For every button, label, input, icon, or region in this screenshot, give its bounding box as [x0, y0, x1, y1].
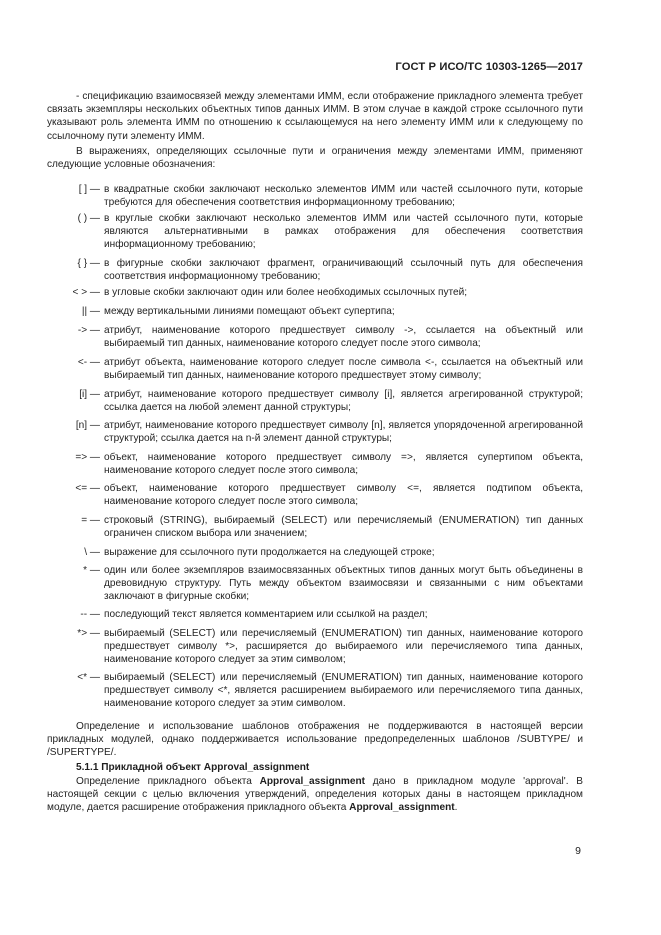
standard-header: ГОСТ Р ИСО/ТС 10303-1265—2017 [395, 61, 583, 73]
notation-definition: объект, наименование которого предшествует символу =>, является супертипом объекта, наименование которого следует после этого символа; [104, 452, 583, 477]
notation-definition: атрибут, наименование которого предшествует символу [i], является агрегированной структурой; ссылка дается на любой элемент данной структуры; [104, 389, 583, 414]
notation-definition: выбираемый (SELECT) или перечисляемый (ENUMERATION) тип данных, наименование которого предшествует символу <*, является расширением выбираемого или перечисляемого типа данных, наименование которого следует за этим символом. [104, 672, 583, 710]
notation-symbol: { } — [77, 258, 100, 269]
notation-definition: в квадратные скобки заключают несколько элементов ИММ или частей ссылочного пути, которые требуются для обеспечения соответствия информационному требованию; [104, 184, 583, 209]
notation-symbol: <* — [77, 672, 100, 683]
notation-definition: в угловые скобки заключают один или более необходимых ссылочных путей; [104, 287, 468, 298]
notation-symbol: || — [81, 306, 100, 317]
notation-symbol: = — [81, 515, 100, 526]
notation-symbol: ( ) — [77, 213, 100, 224]
section-heading: 5.1.1 Прикладной объект Approval_assignment [76, 762, 310, 773]
section-paragraph: Определение прикладного объекта Approval_assignment дано в прикладном модуле 'approval'. В настоящей секции с целью включения утверждений, определения которых даны в настоящем прикладном модуле, дается расширение отображения прикладного объекта Approval_assignment. [47, 776, 583, 814]
notation-definition: в фигурные скобки заключают фрагмент, ограничивающий ссылочный путь для обеспечения соответствия информационному требованию; [104, 258, 583, 283]
notation-symbol: < > — [72, 287, 100, 298]
intro-paragraph-2: В выражениях, определяющих ссылочные пути и ограничения между элементами ИММ, применяют следующие условные обозначения: [47, 146, 583, 171]
intro-paragraph-1: - спецификацию взаимосвязей между элементами ИММ, если отображение прикладного элемента требует связать экземпляры нескольких объектных типов данных ИММ. В этом случае в каждой строке ссылочного пути указывают роль элемента ИММ по отношению к ссылающемуся на него элементу ИММ или к следующему по ссылочному пути элементу ИММ. [47, 91, 583, 142]
notation-symbol: [n] — [75, 420, 100, 431]
notation-definition: один или более экземпляров взаимосвязанных объектных типов данных могут быть объединены в древовидную структуру. Путь между объектом взаимосвязи и связанными с ним объектами заключают в фигурные скобки; [104, 565, 583, 603]
notation-symbol: -- — [80, 609, 100, 620]
notation-symbol: [ ] — [78, 184, 100, 195]
notation-definition: атрибут, наименование которого предшествует символу [n], является упорядоченной агрегированной структурой; ссылка дается на n-й элемент данной структуры; [104, 420, 583, 445]
notation-definition: в круглые скобки заключают несколько элементов ИММ или частей ссылочного пути, которые являются альтернативными в рамках отображения для обеспечения соответствия информационному требованию; [104, 213, 583, 251]
page-number: 9 [575, 845, 581, 857]
templates-note: Определение и использование шаблонов отображения не поддерживаются в настоящей версии прикладных модулей, однако поддерживается использование предопределенных шаблонов /SUBTYPE/ и /SUPERTYPE/. [47, 721, 583, 759]
notation-symbol: *> — [77, 628, 100, 639]
notation-symbol: -> — [77, 325, 100, 336]
notation-definition: между вертикальными линиями помещают объект супертипа; [104, 306, 395, 317]
notation-definition: последующий текст является комментарием или ссылкой на раздел; [104, 609, 428, 620]
notation-definition: атрибут объекта, наименование которого следует после символа <-, ссылается на объектный или выбираемый тип данных, наименование которого предшествует этому символу; [104, 357, 583, 382]
notation-definition: выражение для ссылочного пути продолжается на следующей строке; [104, 547, 435, 558]
notation-definition: атрибут, наименование которого предшествует символу ->, ссылается на объектный или выбираемый тип данных, наименование которого следует после этого символа; [104, 325, 583, 350]
notation-symbol: <- — [77, 357, 100, 368]
entity-name: Approval_assignment [349, 802, 455, 814]
notation-symbol: <= — [75, 483, 100, 494]
notation-definition: выбираемый (SELECT) или перечисляемый (ENUMERATION) тип данных, наименование которого предшествует символу *>, расширяется до выбираемого или перечисляемого типа данных, наименование которого следует за этим символом; [104, 628, 583, 666]
notation-symbol: * — [83, 565, 100, 576]
notation-symbol: [i] — [79, 389, 100, 400]
entity-name: Approval_assignment [259, 776, 366, 787]
notation-symbol: => — [75, 452, 100, 463]
notation-symbol: \ — [84, 547, 100, 558]
notation-definition: строковый (STRING), выбираемый (SELECT) или перечисляемый (ENUMERATION) тип данных ограничен списком выбора или значением; [104, 515, 583, 540]
notation-definition: объект, наименование которого предшествует символу <=, является подтипом объекта, наименование которого следует после этого символа; [104, 483, 583, 508]
